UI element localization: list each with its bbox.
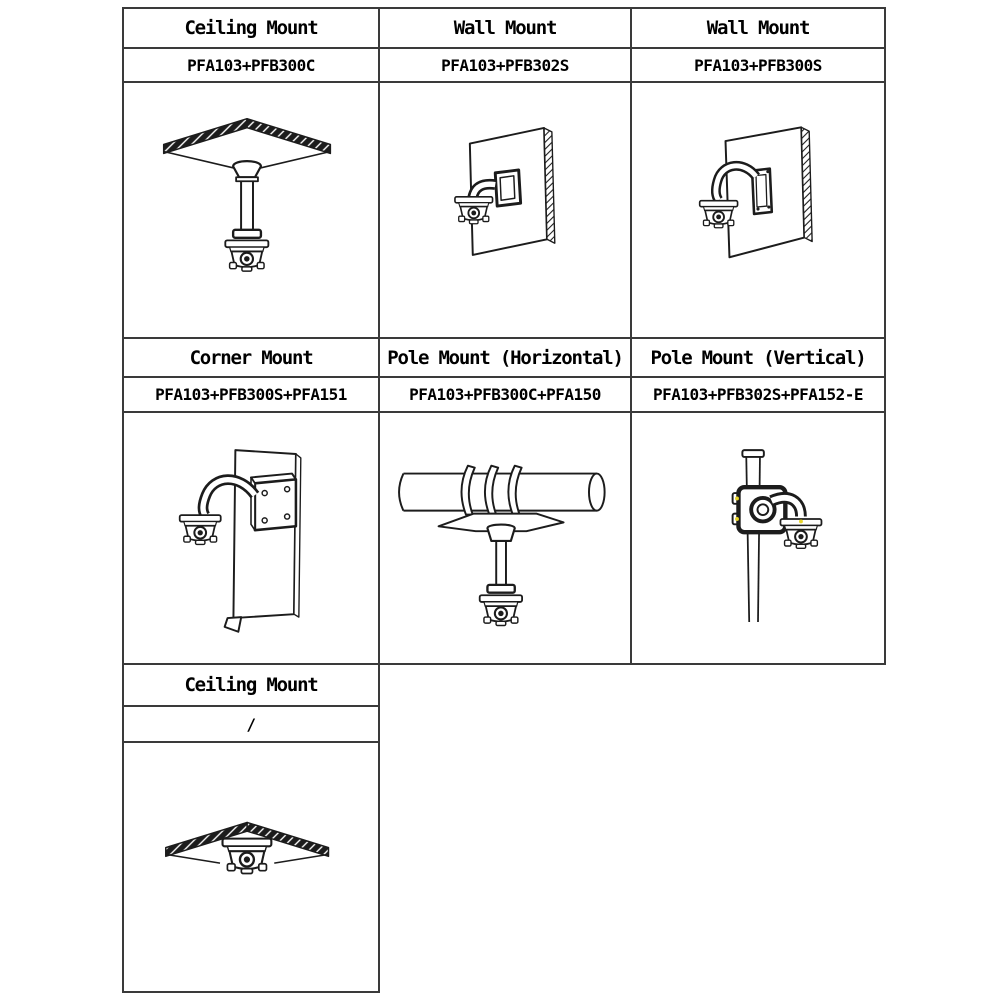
mount-part-pole-vertical: PFA103+PFB302S+PFA152-E [632,378,886,413]
mount-title-wall-pfb302s: Wall Mount [380,9,632,49]
vertical-pole-camera-diagram [632,413,886,665]
ceiling-pendant-camera-diagram [124,83,380,339]
wall-gooseneck-camera-diagram [632,83,886,339]
mount-options-table-bottom [122,665,380,993]
wall-elbow-camera-diagram [380,83,632,339]
horizontal-pole-camera-diagram [380,413,632,665]
mount-title-pole-horizontal: Pole Mount (Horizontal) [380,339,632,378]
mount-title-ceiling-pfb300c: Ceiling Mount [124,9,380,49]
mount-part-corner: PFA103+PFB300S+PFA151 [124,378,380,413]
mount-title-wall-pfb300s: Wall Mount [632,9,886,49]
ceiling-direct-camera-diagram [124,743,380,993]
mount-part-ceiling-pfb300c: PFA103+PFB300C [124,49,380,83]
mount-part-wall-pfb302s: PFA103+PFB302S [380,49,632,83]
mount-options-table [122,7,886,665]
mount-part-ceiling-direct: / [124,707,380,743]
corner-gooseneck-camera-diagram [124,413,380,665]
mount-part-pole-horizontal: PFA103+PFB300C+PFA150 [380,378,632,413]
mount-part-wall-pfb300s: PFA103+PFB300S [632,49,886,83]
mount-title-pole-vertical: Pole Mount (Vertical) [632,339,886,378]
mount-title-corner: Corner Mount [124,339,380,378]
mount-title-ceiling-direct: Ceiling Mount [124,665,380,707]
